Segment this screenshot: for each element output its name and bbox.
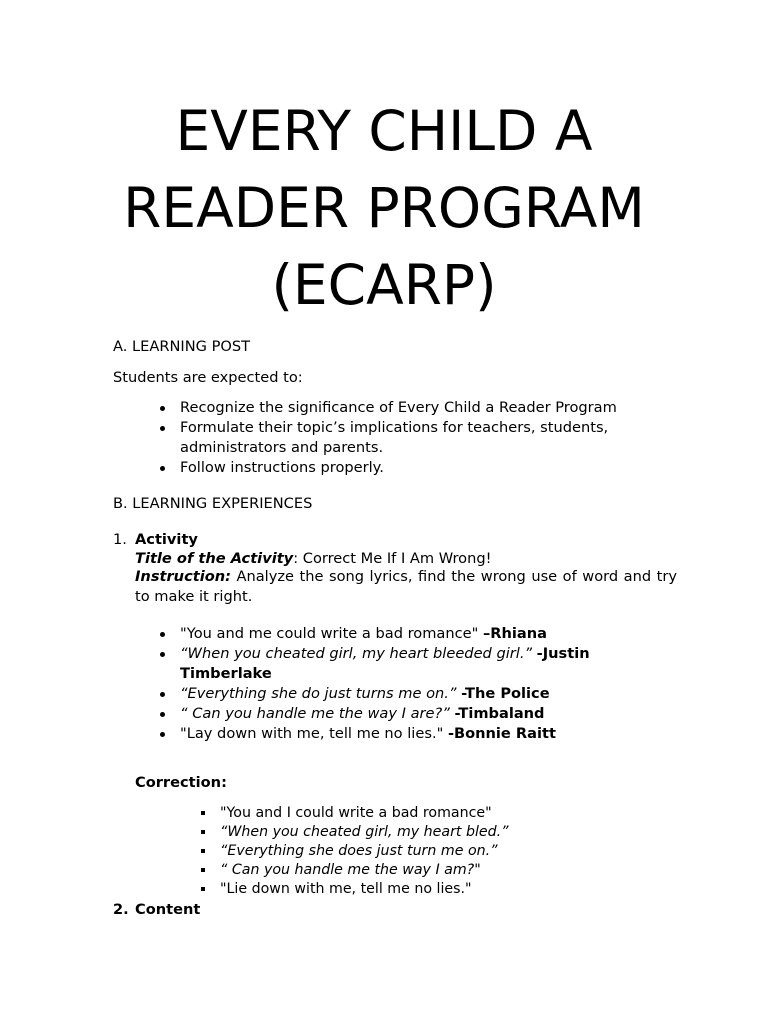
- section-a-intro: Students are expected to:: [113, 369, 303, 386]
- correction-item: "Lie down with me, tell me no lies.": [198, 880, 509, 899]
- title-line-3: (ECARP): [271, 253, 497, 317]
- correction-text: “ Can you handle me the way I am?": [220, 862, 481, 878]
- activity-instruction: [135, 567, 677, 607]
- lyric-artist: –Rhiana: [482, 625, 547, 642]
- content-label: Content: [135, 901, 201, 918]
- lyric-artist: -Timbaland: [454, 705, 545, 722]
- activity-title-value: : Correct Me If I Am Wrong!: [293, 550, 492, 567]
- corrections-list: [198, 804, 509, 899]
- lyric-item: [156, 684, 616, 704]
- correction-item: [198, 823, 509, 842]
- lyric-quote: "Lay down with me, tell me no lies.": [180, 725, 448, 742]
- lyric-item: [156, 704, 616, 724]
- document-title: [0, 93, 768, 324]
- correction-text: “Everything she does just turn me on.”: [220, 843, 498, 859]
- content-number: 2.: [113, 901, 129, 918]
- correction-label: Correction:: [135, 774, 227, 791]
- lyric-item: [156, 644, 616, 684]
- lyric-item: [156, 624, 616, 644]
- title-line-1: EVERY CHILD A: [175, 99, 593, 163]
- lyric-artist: -Justin Timberlake: [180, 645, 590, 682]
- list-item: Follow instructions properly.: [156, 458, 656, 478]
- correction-item: [198, 861, 509, 880]
- section-a-heading: A. LEARNING POST: [113, 338, 251, 355]
- activity-label: Activity: [135, 531, 198, 548]
- correction-item: [198, 842, 509, 861]
- section-b-heading: B. LEARNING EXPERIENCES: [113, 495, 313, 512]
- correction-text: “When you cheated girl, my heart bled.”: [220, 824, 509, 840]
- lyric-item: [156, 724, 616, 744]
- lyric-artist: -Bonnie Raitt: [447, 725, 556, 742]
- lyric-quote: "You and me could write a bad romance": [180, 625, 483, 642]
- instruction-text: Analyze the song lyrics, find the wrong use of word and try to make it right.: [135, 568, 677, 605]
- activity-number: 1.: [113, 531, 127, 548]
- lyrics-list: [156, 624, 616, 744]
- activity-title-label: Title of the Activity: [135, 550, 294, 567]
- lyric-quote: “Everything she do just turns me on.”: [180, 685, 462, 702]
- lyric-quote: “ Can you handle me the way I are?”: [180, 705, 455, 722]
- list-item: Recognize the significance of Every Child a Reader Program: [156, 398, 656, 418]
- instruction-label: Instruction:: [135, 568, 231, 585]
- list-item: Formulate their topic’s implications for teachers, students, administrators and parents.: [156, 418, 656, 458]
- lyric-quote: “When you cheated girl, my heart bleeded girl.”: [180, 645, 537, 662]
- lyric-artist: -The Police: [461, 685, 550, 702]
- activity-title: [135, 549, 491, 569]
- learning-post-list: [156, 398, 656, 478]
- correction-item: "You and I could write a bad romance": [198, 804, 509, 823]
- title-line-2: READER PROGRAM: [123, 176, 645, 240]
